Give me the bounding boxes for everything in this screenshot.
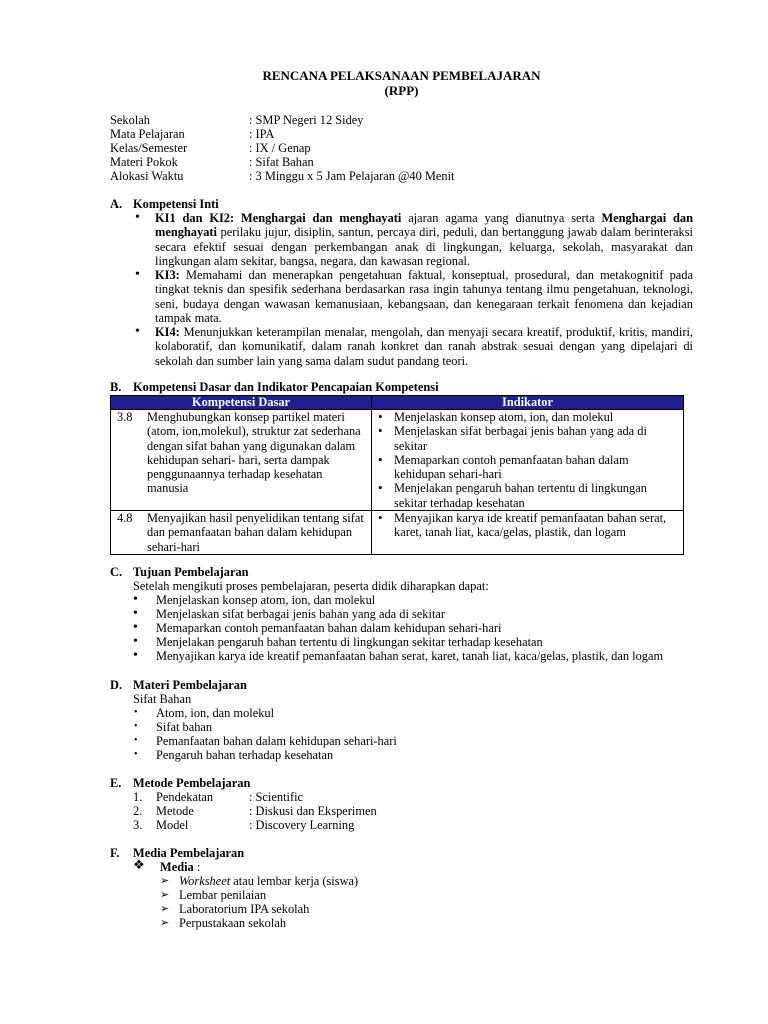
indicator-item bbox=[372, 424, 679, 453]
indicator-text: Menjelaskan konsep atom, ion, dan molekul bbox=[394, 410, 614, 424]
bullet-icon: • bbox=[133, 606, 138, 621]
ki1-text-2: perilaku jujur, disiplin, santun, percaya diri, peduli, dan bertanggung jawab dalam berinteraksi secara efektif sesuai dengan perkembangan anak di lingkungan, keluarga, sekolah, masyarakat dan lingkungan alam sekitar, bangsa, negara, dan kawasan regional. bbox=[155, 225, 693, 268]
identity-value: : 3 Minggu x 5 Jam Pelajaran @40 Menit bbox=[249, 169, 455, 183]
section-f-heading bbox=[110, 846, 244, 860]
section-c-heading bbox=[110, 565, 249, 579]
media-item: Perpustakaan sekolah bbox=[179, 916, 287, 930]
kd-cell bbox=[111, 511, 372, 555]
metode-key: Model bbox=[156, 818, 189, 832]
materi-item: Atom, ion, dan molekul bbox=[156, 706, 275, 720]
ki3-label: KI3: bbox=[155, 268, 180, 282]
identity-value: : IX / Genap bbox=[249, 141, 311, 155]
materi-item: Sifat bahan bbox=[156, 720, 213, 734]
indicator-cell bbox=[372, 410, 684, 511]
identity-value: : SMP Negeri 12 Sidey bbox=[249, 113, 364, 127]
identity-key: Kelas/Semester bbox=[110, 141, 188, 155]
bullet-icon: • bbox=[378, 423, 383, 439]
section-title: Kompetensi Inti bbox=[133, 197, 219, 211]
identity-value: : IPA bbox=[249, 127, 275, 141]
section-letter: F. bbox=[110, 846, 120, 860]
bullet-icon: • bbox=[134, 735, 138, 746]
media-colon: : bbox=[193, 860, 201, 874]
identity-value: : Sifat Bahan bbox=[249, 155, 314, 169]
ki1-paragraph bbox=[155, 211, 693, 268]
metode-value: : Diskusi dan Eksperimen bbox=[249, 804, 377, 818]
ki1-emphasis-2: Menghargai dan menghayati bbox=[155, 211, 693, 240]
table-header-indikator: Indikator bbox=[372, 396, 684, 410]
section-letter: A. bbox=[110, 197, 123, 211]
bullet-icon: • bbox=[134, 721, 138, 732]
materi-intro: Sifat Bahan bbox=[133, 692, 192, 706]
arrow-bullet-icon: ➢ bbox=[160, 888, 170, 901]
media-item-rest: atau lembar kerja (siswa) bbox=[230, 874, 359, 888]
table-header-row bbox=[111, 396, 684, 410]
ki4-text: Menunjukkan keterampilan menalar, mengolah, dan menyaji secara kreatif, produktif, kritis, mandiri, kolaboratif, dan komunikatif, dalam ranah konkret dan ranah abstrak sesuai dengan yang dipelajari di sekolah dan sumber lain yang sama dalam sudut pandang teori. bbox=[155, 325, 693, 368]
identity-key: Sekolah bbox=[110, 113, 150, 127]
section-title: Metode Pembelajaran bbox=[133, 776, 251, 790]
indicator-item bbox=[372, 453, 679, 482]
indicator-item bbox=[372, 481, 679, 510]
arrow-bullet-icon: ➢ bbox=[160, 874, 170, 887]
section-title: Materi Pembelajaran bbox=[133, 678, 247, 692]
metode-number: 2. bbox=[133, 804, 143, 818]
media-item: Laboratorium IPA sekolah bbox=[179, 902, 310, 916]
metode-value: : Scientific bbox=[249, 790, 304, 804]
section-title: Kompetensi Dasar dan Indikator Pencapaian Kompetensi bbox=[133, 380, 439, 394]
bullet-icon: • bbox=[134, 707, 138, 718]
indicator-text: Menjelakan pengaruh bahan tertentu di lingkungan sekitar terhadap kesehatan bbox=[394, 481, 647, 510]
tujuan-item: Menjelaskan sifat berbagai jenis bahan yang ada di sekitar bbox=[156, 607, 446, 621]
section-letter: E. bbox=[110, 776, 122, 790]
bullet-icon: • bbox=[378, 510, 383, 526]
metode-value: : Discovery Learning bbox=[249, 818, 355, 832]
tujuan-item: Menyajikan karya ide kreatif pemanfaatan bahan serat, karet, tanah liat, kaca/gelas, plastik, dan logam bbox=[156, 649, 664, 663]
identity-key: Alokasi Waktu bbox=[110, 169, 184, 183]
identity-key: Mata Pelajaran bbox=[110, 127, 185, 141]
diamond-bullet-icon: ❖ bbox=[133, 858, 145, 873]
table-row bbox=[111, 511, 684, 555]
section-title: Tujuan Pembelajaran bbox=[133, 565, 249, 579]
kd-cell bbox=[111, 410, 372, 511]
bullet-icon: • bbox=[378, 480, 383, 496]
bullet-icon: • bbox=[134, 749, 138, 760]
arrow-bullet-icon: ➢ bbox=[160, 916, 170, 929]
metode-key: Pendekatan bbox=[156, 790, 214, 804]
kd-number: 4.8 bbox=[117, 511, 133, 526]
section-letter: C. bbox=[110, 565, 123, 579]
metode-number: 1. bbox=[133, 790, 143, 804]
media-label-line bbox=[160, 860, 200, 874]
tujuan-intro: Setelah mengikuti proses pembelajaran, peserta didik diharapkan dapat: bbox=[133, 579, 489, 593]
tujuan-item: Menjelakan pengaruh bahan tertentu di lingkungan sekitar terhadap kesehatan bbox=[156, 635, 543, 649]
media-item: Lembar penilaian bbox=[179, 888, 267, 902]
media-item bbox=[179, 874, 358, 888]
competency-table bbox=[110, 395, 684, 555]
bullet-icon: • bbox=[133, 620, 138, 635]
indicator-item bbox=[372, 511, 679, 540]
kd-text: Menyajikan hasil penyelidikan tentang sifat dan pemanfaatan bahan dalam kehidupan sehari-hari bbox=[147, 511, 364, 554]
ki1-label: KI1 dan KI2: bbox=[155, 211, 235, 225]
kd-text: Menghubungkan konsep partikel materi (atom, ion,molekul), struktur zat sederhana dengan sifat bahan yang digunakan dalam kehidupan sehari- hari, serta dampak penggunaannya terhadap kesehatan manusia bbox=[147, 410, 361, 496]
section-d-heading bbox=[110, 678, 247, 692]
bullet-icon: • bbox=[378, 409, 383, 424]
bullet-icon: • bbox=[133, 592, 138, 607]
identity-key: Materi Pokok bbox=[110, 155, 178, 169]
ki1-emphasis: Menghargai dan menghayati bbox=[241, 211, 402, 225]
bullet-icon: • bbox=[133, 648, 138, 663]
metode-key: Metode bbox=[156, 804, 194, 818]
bullet-icon: • bbox=[133, 634, 138, 649]
ki4-label: KI4: bbox=[155, 325, 180, 339]
indicator-text: Menyajikan karya ide kreatif pemanfaatan bahan serat, karet, tanah liat, kaca/gelas, plastik, dan logam bbox=[394, 511, 667, 540]
section-letter: B. bbox=[110, 380, 122, 394]
tujuan-item: Memaparkan contoh pemanfaatan bahan dalam kehidupan sehari-hari bbox=[156, 621, 502, 635]
media-item-italic: Worksheet bbox=[179, 874, 231, 888]
indicator-text: Menjelaskan sifat berbagai jenis bahan yang ada di sekitar bbox=[394, 424, 647, 453]
tujuan-item: Menjelaskan konsep atom, ion, dan molekul bbox=[156, 593, 376, 607]
ki3-text: Memahami dan menerapkan pengetahuan faktual, konseptual, prosedural, dan metakognitif pada tingkat teknis dan spesifik sederhana berdasarkan rasa ingin tahunya tentang ilmu pengetahuan, teknologi, seni, budaya dengan wawasan kemanusiaan, kebangsaan, dan kenegaraan terkait fenomena dan kejadian tampak mata. bbox=[155, 268, 693, 325]
section-b-heading bbox=[110, 380, 439, 394]
bullet-icon: • bbox=[135, 210, 140, 225]
ki3-paragraph bbox=[155, 268, 693, 325]
materi-item: Pengaruh bahan terhadap kesehatan bbox=[156, 748, 334, 762]
section-letter: D. bbox=[110, 678, 123, 692]
indicator-text: Memaparkan contoh pemanfaatan bahan dalam kehidupan sehari-hari bbox=[394, 452, 629, 482]
arrow-bullet-icon: ➢ bbox=[160, 902, 170, 915]
metode-number: 3. bbox=[133, 818, 143, 832]
bullet-icon: • bbox=[135, 324, 140, 339]
ki1-text: ajaran agama yang dianutnya serta bbox=[401, 211, 602, 225]
materi-item: Pemanfaatan bahan dalam kehidupan sehari-hari bbox=[156, 734, 397, 748]
section-a-heading bbox=[110, 197, 219, 211]
bullet-icon: • bbox=[378, 451, 383, 467]
section-title: Media Pembelajaran bbox=[133, 846, 245, 860]
bullet-icon: • bbox=[135, 267, 140, 282]
kd-number: 3.8 bbox=[117, 410, 133, 424]
document-title: RENCANA PELAKSANAAN PEMBELAJARAN bbox=[262, 68, 541, 83]
document-subtitle: (RPP) bbox=[384, 83, 419, 98]
table-row bbox=[111, 410, 684, 511]
indicator-cell bbox=[372, 511, 684, 555]
media-label: Media bbox=[160, 860, 194, 874]
indicator-item bbox=[372, 410, 679, 424]
ki4-paragraph bbox=[155, 325, 693, 368]
section-e-heading bbox=[110, 776, 250, 790]
table-header-kd: Kompetensi Dasar bbox=[111, 396, 372, 410]
